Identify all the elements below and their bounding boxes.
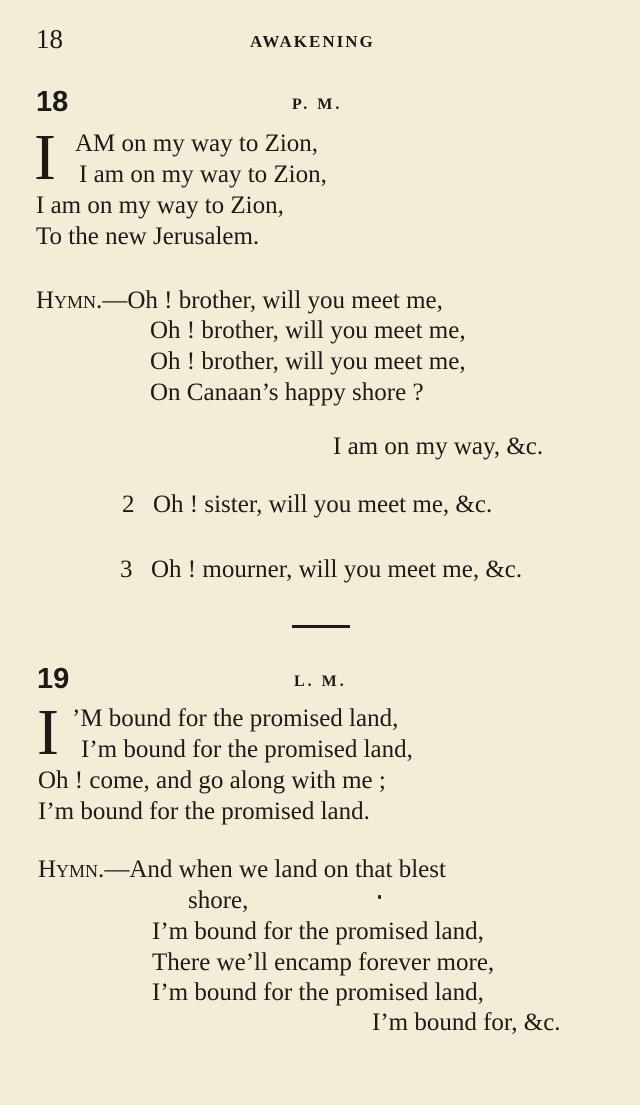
hymn-19-line-1: ’M bound for the promised land, [72, 705, 399, 732]
hymn-18-refrain-line-3: Oh ! brother, will you meet me, [150, 348, 466, 375]
hymn-18-verse-2-number: 2 [122, 491, 135, 518]
hymn-18-line-4: To the new Jerusalem. [36, 223, 260, 250]
hymn-19-refrain-text-1: —And when we land on that blest [104, 856, 446, 883]
hymn-18-refrain-line-4: On Canaan’s happy shore ? [150, 379, 424, 406]
hymn-18-line-3: I am on my way to Zion, [36, 192, 284, 219]
hymn-19-refrain-line-2: I’m bound for the promised land, [152, 918, 484, 945]
ink-speck [378, 895, 381, 899]
hymn-19-refrain-line-1-cont: shore, [188, 887, 249, 914]
hymn-18-refrain-line-2: Oh ! brother, will you meet me, [150, 317, 466, 344]
hymn-18-chorus-cue: I am on my way, &c. [333, 433, 544, 460]
hymn-19-line-3: Oh ! come, and go along with me ; [38, 767, 386, 794]
hymn-18-refrain-text-1: —Oh ! brother, will you meet me, [102, 287, 443, 314]
hymn-19-refrain-line-4: I’m bound for the promised land, [152, 979, 484, 1006]
hymn-18-drop-cap: I [34, 121, 56, 194]
hymn-19-meter: L. M. [294, 673, 347, 690]
hymn-19-refrain-line-3: There we’ll encamp forever more, [152, 949, 495, 976]
hymn-18-verse-3-number: 3 [120, 556, 133, 583]
hymn-18-line-2: I am on my way to Zion, [79, 161, 327, 188]
hymn-18-meter: P. M. [292, 96, 343, 113]
section-divider [292, 625, 350, 628]
hymn-19-refrain-label: Hymn. [38, 856, 105, 883]
hymn-19-drop-cap: I [37, 696, 59, 769]
hymn-18-verse-2-text: Oh ! sister, will you meet me, &c. [153, 491, 493, 518]
page-number: 18 [36, 24, 63, 54]
hymn-19-line-4: I’m bound for the promised land. [38, 798, 370, 825]
running-head: AWAKENING [250, 32, 375, 51]
hymn-18-line-1: AM on my way to Zion, [75, 130, 319, 157]
hymn-19-number: 19 [37, 663, 70, 695]
hymn-18-number: 18 [36, 86, 69, 118]
hymn-19-line-2: I’m bound for the promised land, [81, 736, 413, 763]
hymn-18-refrain-line-1 [36, 286, 443, 316]
hymn-18-verse-3-text: Oh ! mourner, will you meet me, &c. [151, 556, 523, 583]
hymn-18-refrain-label: Hymn. [36, 287, 103, 314]
hymn-19-refrain-line-1 [38, 855, 446, 885]
hymn-19-chorus-cue: I’m bound for, &c. [372, 1009, 561, 1036]
